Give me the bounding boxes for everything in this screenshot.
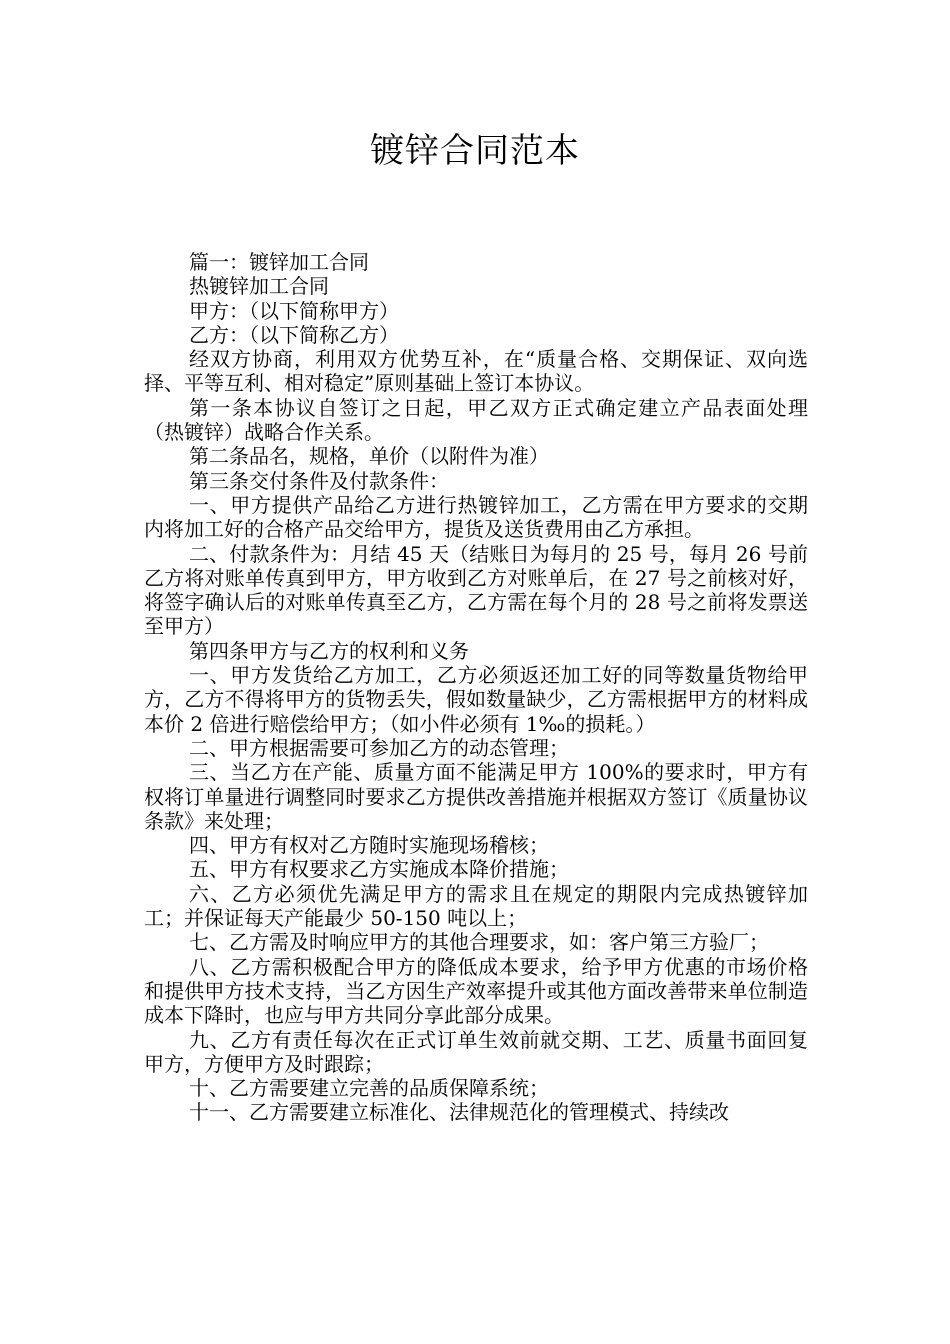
article-1: 第一条本协议自签订之日起，甲乙双方正式确定建立产品表面处理（热镀锌）战略合作关系。 [144,395,808,445]
article-4-clause-2: 二、甲方根据需要可参加乙方的动态管理； [189,735,569,760]
article-4-clause-10: 十、乙方需要建立完善的品质保障系统； [189,1076,549,1101]
article-4-clause-3: 三、当乙方在产能、质量方面不能满足甲方 100%的要求时，甲方有权将订单量进行调整同时要求乙方提供改善措施并根据双方签订《质量协议条款》来处理； [144,760,808,833]
section-heading-part-one: 篇一：镀锌加工合同 [189,250,369,274]
article-4-clause-11: 十一、乙方需要建立标准化、法律规范化的管理模式、持续改 [189,1100,729,1125]
article-4-clause-1: 一、甲方发货给乙方加工，乙方必须返还加工好的同等数量货物给甲方，乙方不得将甲方的货物丢失，假如数量缺少，乙方需根据甲方的材料成本价 2 倍进行赔偿给甲方；（如小件必须有 1‰的损耗。） [144,663,808,736]
contract-name: 热镀锌加工合同 [189,274,329,299]
article-4-clause-4: 四、甲方有权对乙方随时实施现场稽核； [189,833,549,858]
party-b-line: 乙方：（以下简称乙方） [189,322,399,347]
preamble-paragraph: 经双方协商，利用双方优势互补，在“质量合格、交期保证、双向选择、平等互利、相对稳定”原则基础上签订本协议。 [144,347,808,396]
article-4-clause-9: 九、乙方有责任每次在正式订单生效前就交期、工艺、质量书面回复甲方，方便甲方及时跟踪； [144,1027,808,1076]
article-4-clause-7: 七、乙方需及时响应甲方的其他合理要求，如：客户第三方验厂； [189,930,769,955]
article-4-clause-6: 六、乙方必须优先满足甲方的需求且在规定的期限内完成热镀锌加工；并保证每天产能最少 50-150 吨以上； [144,881,808,931]
document-body [144,250,808,1125]
article-2: 第二条品名，规格，单价（以附件为准） [189,444,549,469]
article-4-heading: 第四条甲方与乙方的权利和义务 [189,638,469,663]
document-title: 镀锌合同范本 [370,131,580,171]
article-4-clause-5: 五、甲方有权要求乙方实施成本降价措施； [189,857,569,882]
article-4-clause-8: 八、乙方需积极配合甲方的降低成本要求，给予甲方优惠的市场价格和提供甲方技术支持，当乙方因生产效率提升或其他方面改善带来单位制造成本下降时，也应与甲方共同分享此部分成果。 [144,954,808,1028]
article-3-clause-2: 二、付款条件为：月结 45 天（结账日为每月的 25 号，每月 26 号前乙方将对账单传真到甲方，甲方收到乙方对账单后，在 27 号之前核对好，将签字确认后的对账单传真至乙方，乙方需在每个月的 28 号之前将发票送至甲方） [144,541,808,639]
party-a-line: 甲方：（以下简称甲方） [189,298,399,323]
article-3-clause-1: 一、甲方提供产品给乙方进行热镀锌加工，乙方需在甲方要求的交期内将加工好的合格产品交给甲方，提货及送货费用由乙方承担。 [144,492,808,542]
article-3-heading: 第三条交付条件及付款条件： [189,468,449,493]
